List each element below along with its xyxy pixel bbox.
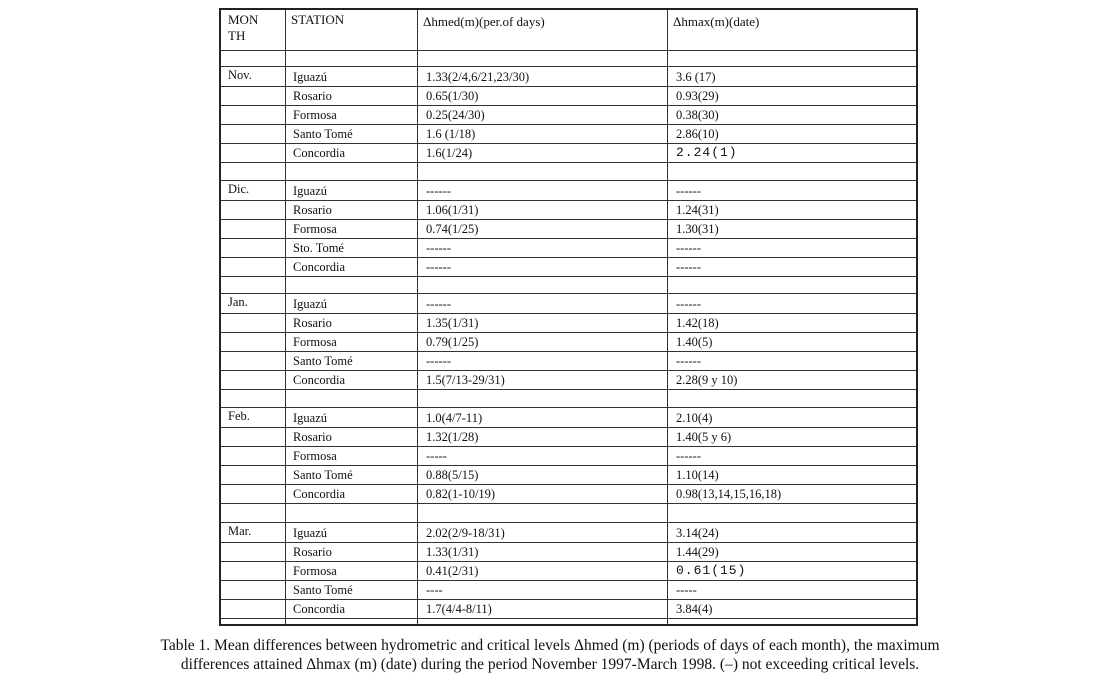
hmax-cell: 0.61(15) (676, 563, 747, 578)
month-cell: Feb. (228, 409, 250, 423)
row-divider (221, 200, 916, 201)
month-cell: Jan. (228, 295, 248, 309)
station-cell: Iguazú (293, 526, 328, 540)
hmax-cell: 1.24(31) (676, 203, 719, 217)
station-cell: Santo Tomé (293, 127, 353, 141)
hmax-cell: 3.6 (17) (676, 70, 716, 84)
hmax-cell: 0.38(30) (676, 108, 719, 122)
group-divider (221, 180, 916, 181)
header-hmed: Δhmed(m)(per.of days) (423, 14, 545, 29)
header-divider (221, 50, 916, 51)
hmed-cell: 1.32(1/28) (426, 430, 479, 444)
hmed-cell: 0.74(1/25) (426, 222, 479, 236)
column-divider (285, 10, 286, 624)
station-cell: Concordia (293, 146, 346, 160)
station-cell: Concordia (293, 260, 346, 274)
hmax-cell: 2.10(4) (676, 411, 713, 425)
hmed-cell: 1.5(7/13-29/31) (426, 373, 505, 387)
station-cell: Iguazú (293, 411, 328, 425)
hmed-cell: 0.82(1-10/19) (426, 487, 496, 501)
row-divider (221, 580, 916, 581)
row-divider (221, 162, 916, 163)
station-cell: Rosario (293, 89, 332, 103)
month-cell: Dic. (228, 182, 250, 196)
row-divider (221, 219, 916, 220)
hmax-cell: 1.30(31) (676, 222, 719, 236)
station-cell: Formosa (293, 335, 337, 349)
hmax-cell: 1.44(29) (676, 545, 719, 559)
row-divider (221, 484, 916, 485)
station-cell: Formosa (293, 108, 337, 122)
hmax-cell: ----- (676, 583, 697, 597)
hmax-cell: ------ (676, 297, 701, 311)
hmed-cell: ---- (426, 583, 443, 597)
hmax-cell: ------ (676, 449, 701, 463)
hmax-cell: 3.84(4) (676, 602, 713, 616)
hmax-cell: 1.40(5) (676, 335, 713, 349)
hmax-cell: 0.93(29) (676, 89, 719, 103)
hmax-cell: 2.28(9 y 10) (676, 373, 738, 387)
row-divider (221, 124, 916, 125)
header-month-line2: TH (228, 28, 246, 43)
hmed-cell: ------ (426, 297, 451, 311)
caption-line-1: Table 1. Mean differences between hydrometric and critical levels Δhmed (m) (periods of days of each month), the maximum (160, 637, 940, 654)
station-cell: Formosa (293, 564, 337, 578)
hmed-cell: 0.88(5/15) (426, 468, 479, 482)
station-cell: Rosario (293, 430, 332, 444)
hmed-cell: 1.06(1/31) (426, 203, 479, 217)
hmax-cell: ------ (676, 260, 701, 274)
month-cell: Nov. (228, 68, 252, 82)
hmed-cell: 0.79(1/25) (426, 335, 479, 349)
station-cell: Iguazú (293, 184, 328, 198)
row-divider (221, 370, 916, 371)
station-cell: Santo Tomé (293, 354, 353, 368)
header-month-line1: MON (228, 12, 259, 27)
station-cell: Concordia (293, 373, 346, 387)
station-cell: Rosario (293, 545, 332, 559)
station-cell: Concordia (293, 487, 346, 501)
hmed-cell: ------ (426, 184, 451, 198)
table-caption (6, 636, 1094, 674)
hmed-cell: 1.33(2/4,6/21,23/30) (426, 70, 530, 84)
hmed-cell: 1.35(1/31) (426, 316, 479, 330)
hmax-cell: 1.40(5 y 6) (676, 430, 732, 444)
column-divider (667, 10, 668, 624)
hmed-cell: 1.0(4/7-11) (426, 411, 483, 425)
hmed-cell: 0.65(1/30) (426, 89, 479, 103)
station-cell: Concordia (293, 602, 346, 616)
row-divider (221, 143, 916, 144)
hmax-cell: 1.10(14) (676, 468, 719, 482)
hmed-cell: 2.02(2/9-18/31) (426, 526, 505, 540)
row-divider (221, 389, 916, 390)
row-divider (221, 503, 916, 504)
hmed-cell: ----- (426, 449, 447, 463)
group-divider (221, 66, 916, 67)
hmed-cell: 1.6(1/24) (426, 146, 473, 160)
row-divider (221, 105, 916, 106)
hmed-cell: 1.7(4/4-8/11) (426, 602, 492, 616)
row-divider (221, 618, 916, 619)
hmed-cell: 0.25(24/30) (426, 108, 485, 122)
hmax-cell: ------ (676, 184, 701, 198)
row-divider (221, 257, 916, 258)
station-cell: Sto. Tomé (293, 241, 344, 255)
row-divider (221, 599, 916, 600)
group-divider (221, 407, 916, 408)
hmax-cell: 0.98(13,14,15,16,18) (676, 487, 782, 501)
row-divider (221, 561, 916, 562)
station-cell: Rosario (293, 203, 332, 217)
hmax-cell: 3.14(24) (676, 526, 719, 540)
hmed-cell: 0.41(2/31) (426, 564, 479, 578)
hmed-cell: ------ (426, 260, 451, 274)
row-divider (221, 313, 916, 314)
hmax-cell: 2.24(1) (676, 145, 738, 160)
month-cell: Mar. (228, 524, 252, 538)
hmax-cell: ------ (676, 241, 701, 255)
hmed-cell: ------ (426, 241, 451, 255)
group-divider (221, 293, 916, 294)
hmed-cell: 1.6 (1/18) (426, 127, 476, 141)
station-cell: Iguazú (293, 70, 328, 84)
data-table (219, 8, 918, 626)
column-divider (417, 10, 418, 624)
station-cell: Formosa (293, 222, 337, 236)
row-divider (221, 465, 916, 466)
row-divider (221, 86, 916, 87)
station-cell: Santo Tomé (293, 468, 353, 482)
row-divider (221, 276, 916, 277)
hmax-cell: 2.86(10) (676, 127, 719, 141)
hmed-cell: 1.33(1/31) (426, 545, 479, 559)
row-divider (221, 427, 916, 428)
station-cell: Formosa (293, 449, 337, 463)
hmax-cell: 1.42(18) (676, 316, 719, 330)
station-cell: Rosario (293, 316, 332, 330)
group-divider (221, 522, 916, 523)
header-station: STATION (291, 12, 345, 27)
row-divider (221, 351, 916, 352)
row-divider (221, 542, 916, 543)
row-divider (221, 332, 916, 333)
row-divider (221, 446, 916, 447)
row-divider (221, 238, 916, 239)
hmax-cell: ------ (676, 354, 701, 368)
station-cell: Iguazú (293, 297, 328, 311)
station-cell: Santo Tomé (293, 583, 353, 597)
caption-line-2: differences attained Δhmax (m) (date) during the period November 1997-March 1998. (–) not exceeding critical levels. (180, 656, 920, 673)
header-hmax: Δhmax(m)(date) (673, 14, 760, 29)
hmed-cell: ------ (426, 354, 451, 368)
